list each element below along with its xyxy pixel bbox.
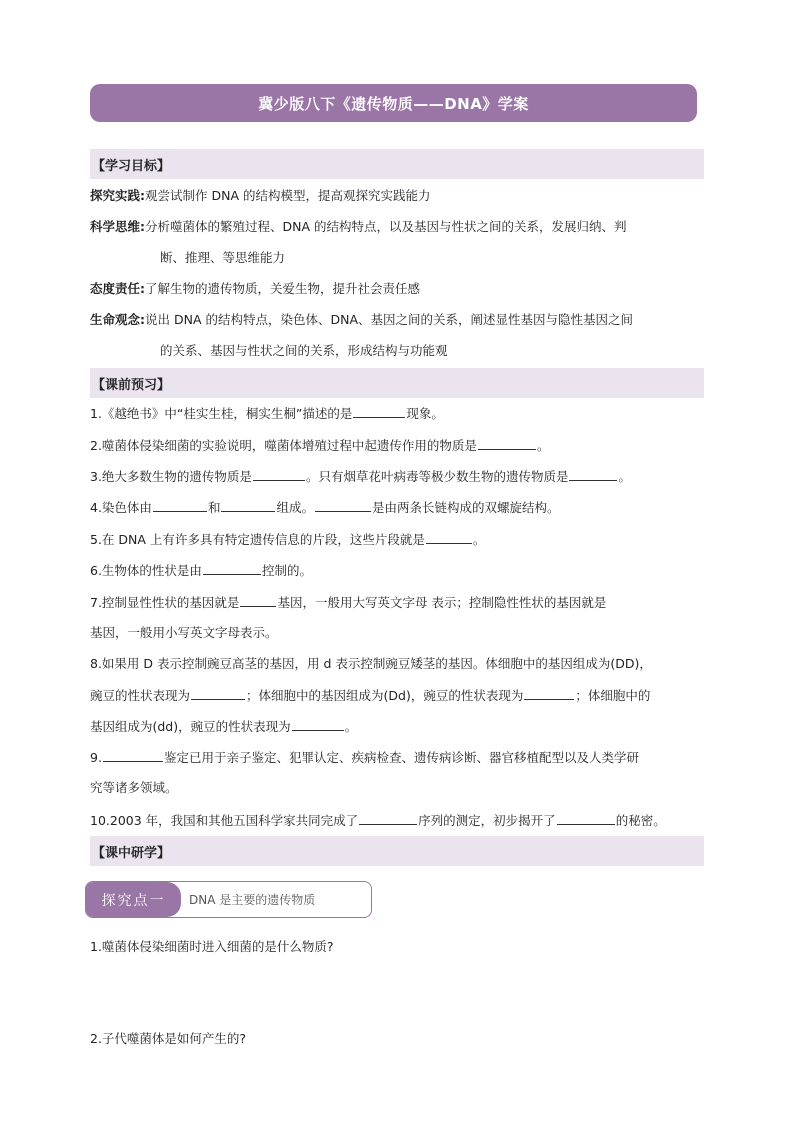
answer-blank[interactable] [103, 747, 163, 762]
goal-text-continued: 断、推理、等思维能力 [160, 250, 286, 265]
question-text: 10.2003 年，我国和其他五国科学家共同完成了 [90, 813, 359, 828]
question-text: 是由两条长链构成的双螺旋结构。 [371, 500, 560, 515]
goal-label: 探究实践: [90, 188, 145, 203]
question-text: 豌豆的性状表现为 [90, 688, 191, 703]
preview-question-10 [90, 810, 704, 831]
answer-blank[interactable] [557, 810, 615, 825]
goal-text: 了解生物的遗传物质，关爱生物，提升社会责任感 [145, 281, 421, 296]
question-text: 6.生物体的性状是由 [90, 563, 202, 578]
answer-blank[interactable] [253, 466, 305, 481]
goal-text: 说出 DNA 的结构特点，染色体、DNA、基因之间的关系，阐述显性基因与隐性基因之间 [145, 312, 634, 327]
question-text: 。 [472, 532, 486, 547]
question-text: 。 [536, 438, 550, 453]
answer-blank[interactable] [203, 560, 261, 575]
question-text: 和 [207, 500, 221, 515]
preview-question-8-line-2 [90, 685, 704, 706]
section-header-preview: 【课前预习】 [90, 368, 704, 398]
answer-blank[interactable] [524, 685, 574, 700]
question-text: 7.控制显性性状的基因就是 [90, 595, 240, 610]
question-text: ；体细胞中的 [575, 688, 651, 703]
answer-blank[interactable] [153, 497, 207, 512]
question-text: 基因组成为(dd)，豌豆的性状表现为 [90, 719, 291, 734]
preview-question-9 [90, 747, 704, 768]
goal-item [90, 217, 704, 237]
preview-question-2 [90, 435, 704, 456]
question-text: 基因，一般用大写英文字母 表示；控制隐性性状的基因就是 [277, 595, 607, 610]
page-title: 冀少版八下《遗传物质——DNA》学案 [90, 84, 697, 122]
section-header-study: 【课中研学】 [90, 836, 704, 866]
answer-blank[interactable] [359, 810, 417, 825]
goal-text: 分析噬菌体的繁殖过程、DNA 的结构特点，以及基因与性状之间的关系，发展归纳、判 [145, 219, 627, 234]
inquiry-point-title: DNA 是主要的遗传物质 [189, 893, 316, 907]
answer-blank[interactable] [240, 592, 276, 607]
goal-item [90, 186, 704, 206]
question-text: 2.噬菌体侵染细菌的实验说明，噬菌体增殖过程中起遗传作用的物质是 [90, 438, 477, 453]
answer-blank[interactable] [569, 466, 617, 481]
question-text: 序列的测定，初步揭开了 [418, 813, 556, 828]
question-text-continued: 基因，一般用小写英文字母表示。 [90, 625, 278, 640]
answer-blank[interactable] [353, 403, 405, 418]
answer-blank[interactable] [292, 716, 344, 731]
question-text: ；体细胞中的基因组成为(Dd)，豌豆的性状表现为 [246, 688, 524, 703]
answer-blank[interactable] [478, 435, 536, 450]
preview-question-6 [90, 560, 704, 581]
section-header-goals: 【学习目标】 [90, 149, 704, 179]
goal-label: 生命观念: [90, 312, 145, 327]
inquiry-point-box [85, 881, 372, 918]
question-text: 。 [618, 469, 631, 484]
answer-blank[interactable] [426, 529, 472, 544]
question-text: 鉴定已用于亲子鉴定、犯罪认定、疾病检查、遗传病诊断、器官移植配型以及人类学研 [163, 750, 639, 765]
question-text: 。 [344, 719, 358, 734]
question-text: 1.《越绝书》中“桂实生桂，桐实生桐”描述的是 [90, 406, 353, 421]
question-text: 控制的。 [261, 563, 312, 578]
preview-question-5 [90, 529, 704, 550]
question-text: 现象。 [406, 406, 444, 421]
question-text: 9. [90, 750, 102, 765]
question-text: 4.染色体由 [90, 500, 152, 515]
preview-question-1 [90, 403, 704, 424]
answer-blank[interactable] [315, 497, 371, 512]
question-text: 5.在 DNA 上有许多具有特定遗传信息的片段，这些片段就是 [90, 532, 425, 547]
goal-text: 观尝试制作 DNA 的结构模型，提高观探究实践能力 [145, 188, 431, 203]
goal-label: 态度责任: [90, 281, 145, 296]
preview-question-4 [90, 497, 704, 518]
preview-question-3 [90, 466, 704, 487]
question-text: 3.绝大多数生物的遗传物质是 [90, 469, 252, 484]
question-text: 的秘密。 [615, 813, 666, 828]
question-text: 组成。 [276, 500, 314, 515]
study-question-2: 2.子代噬菌体是如何产生的? [90, 1031, 247, 1046]
preview-question-7 [90, 592, 704, 613]
goal-item [90, 279, 704, 299]
answer-blank[interactable] [221, 497, 275, 512]
goal-text-continued: 的关系、基因与性状之间的关系，形成结构与功能观 [160, 343, 448, 358]
inquiry-point-tag: 探究点一 [86, 882, 181, 917]
study-question-1: 1.噬菌体侵染细菌时进入细菌的是什么物质? [90, 939, 334, 954]
question-text: 。只有烟草花叶病毒等极少数生物的遗传物质是 [305, 469, 569, 484]
preview-question-8-line-3 [90, 716, 704, 737]
question-text-continued: 究等诸多领域。 [90, 780, 178, 795]
goal-item [90, 310, 704, 330]
preview-question-8: 8.如果用 D 表示控制豌豆高茎的基因，用 d 表示控制豌豆矮茎的基因。体细胞中的基因组成为(DD)， [90, 656, 652, 671]
goal-label: 科学思维: [90, 219, 145, 234]
answer-blank[interactable] [191, 685, 245, 700]
